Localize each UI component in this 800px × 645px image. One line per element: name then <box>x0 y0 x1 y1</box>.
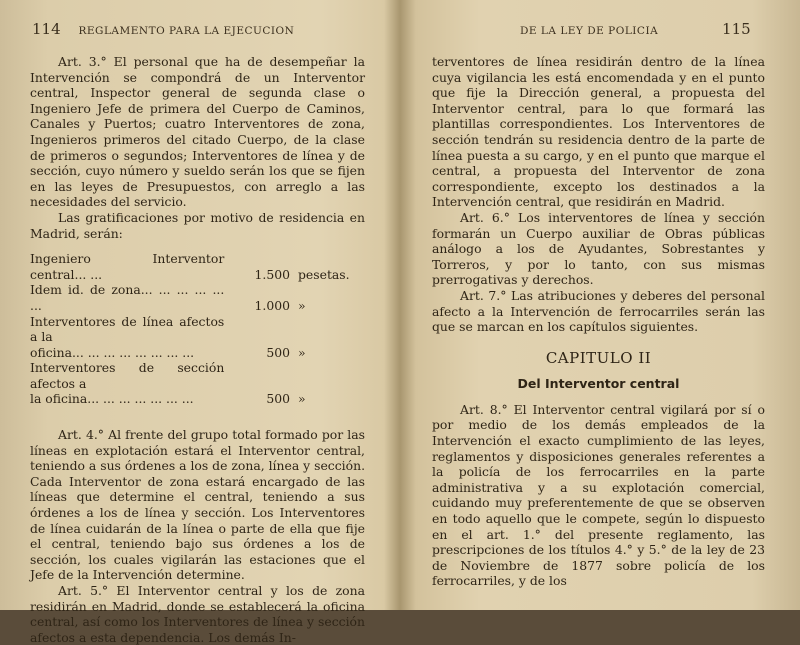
table-row <box>30 360 365 391</box>
row-label: Interventores de línea afectos a la <box>30 313 225 345</box>
running-head-right: DE LA LEY DE POLICIA <box>520 25 659 37</box>
article-7: Art. 7.° Las atribuciones y deberes del personal afecto a la Intervención de ferrocarriles serán las que se marcan en los capítulos siguientes. <box>432 287 765 335</box>
row-unit: » <box>297 344 306 360</box>
row-unit: » <box>297 297 306 313</box>
article-6: Art. 6.° Los interventores de línea y sección formarán un Cuerpo auxiliar de Obras públicas análogo a los de Ayudantes, Sobrestantes y Torreros, y por lo tanto, con sus mismas prerrogativas y derechos. <box>432 209 765 288</box>
row-label: Ingeniero Interventor central... ... <box>30 251 225 282</box>
table-row <box>30 345 365 361</box>
row-label: la oficina... ... ... ... ... ... ... <box>30 391 194 407</box>
page-number-right: 115 <box>722 20 751 38</box>
row-amount <box>224 314 298 345</box>
row-amount <box>224 360 298 391</box>
chapter-title: CAPITULO II <box>545 348 652 367</box>
row-amount: 500 <box>266 344 290 360</box>
row-label: Interventores de sección afectos a <box>30 360 225 391</box>
row-unit <box>298 360 365 391</box>
section-title: Del Interventor central <box>517 376 680 392</box>
page-number-left: 114 <box>32 20 61 38</box>
gratification-table <box>30 251 365 407</box>
spacer <box>30 417 365 427</box>
left-running-header <box>32 20 294 38</box>
right-page <box>402 0 800 610</box>
article-3: Art. 3.° El personal que ha de desempeñar la Intervención se compondrá de un Interventor central, Inspector general de segunda clase o Ingeniero Jefe de primera del Cuerpo de Caminos, Canales y Puertos; cuatro Interventores de zona, Ingenieros primeros del citado Cuerpo, de la clase de primeros o segundos; Interventores de línea y de sección, cuyo número y sueldo serán los que se fijen en las leyes de Presupuestos, con arreglo a las necesidades del servicio. <box>30 54 365 210</box>
gratification-intro: Las gratificaciones por motivo de residencia en Madrid, serán: <box>30 209 365 241</box>
row-unit <box>298 314 365 345</box>
left-page-body <box>30 54 365 645</box>
article-5-continued: terventores de línea residirán dentro de la línea cuya vigilancia les está encomendada y en el punto que fije la Dirección general, a propuesta del Interventor central, para lo que formará las plantillas correspondientes. Los Interventores de sección tendrán su residencia dentro de la parte de línea puesta a su cargo, y en el punto que marque el central, a propuesta del Interventor de zona correspondiente, excepto los destinados a la Intervención central, que residirán en Madrid. <box>432 54 765 210</box>
table-row <box>30 282 365 313</box>
row-label: Idem id. de zona... ... ... ... ... ... <box>30 282 225 313</box>
running-head-left: REGLAMENTO PARA LA EJECUCION <box>78 25 295 37</box>
article-4: Art. 4.° Al frente del grupo total formado por las líneas en explotación estará el Interventor central, teniendo a sus órdenes a los de zona, línea y sección. Cada Interventor de zona estará encargado de las líneas que determine el central, teniendo a sus órdenes a los de línea y sección. Los Interventores de línea cuidarán de la línea o parte de ella que fije el central, teniendo bajo sus órdenes a los de sección, los cuales vigilarán las estaciones que el Jefe de la Intervención determine. <box>30 427 366 583</box>
row-amount: 500 <box>266 391 290 407</box>
table-row <box>30 391 365 407</box>
row-amount: 1.500 <box>254 266 290 282</box>
row-label: oficina... ... ... ... ... ... ... ... <box>30 344 195 360</box>
right-page-body <box>432 54 765 589</box>
row-amount: 1.000 <box>254 297 290 313</box>
article-8: Art. 8.° El Interventor central vigilará por sí o por medio de los demás empleados de la Intervención el exacto cumplimiento de las leyes, reglamentos y disposiciones generales referentes a la policía de los ferrocarriles en la parte administrativa y a su explotación comercial, cuidando muy preferentemente de que se observen en todo aquello que le compete, según lo dispuesto en el art. 1.° del presente reglamento, las prescripciones de los títulos 4.° y 5.° de la ley de 23 de Noviembre de 1877 sobre policía de los ferrocarriles, y de los <box>432 401 765 589</box>
row-unit: pesetas. <box>297 266 350 282</box>
row-unit: » <box>297 391 306 407</box>
right-running-header <box>520 20 751 38</box>
table-row <box>30 251 365 282</box>
table-row <box>30 314 365 345</box>
article-5: Art. 5.° El Interventor central y los de zona residirán en Madrid, donde se establecerá la oficina central, así como los Interventores de línea y sección afectos a esta dependencia. Los demás In- <box>30 583 365 645</box>
